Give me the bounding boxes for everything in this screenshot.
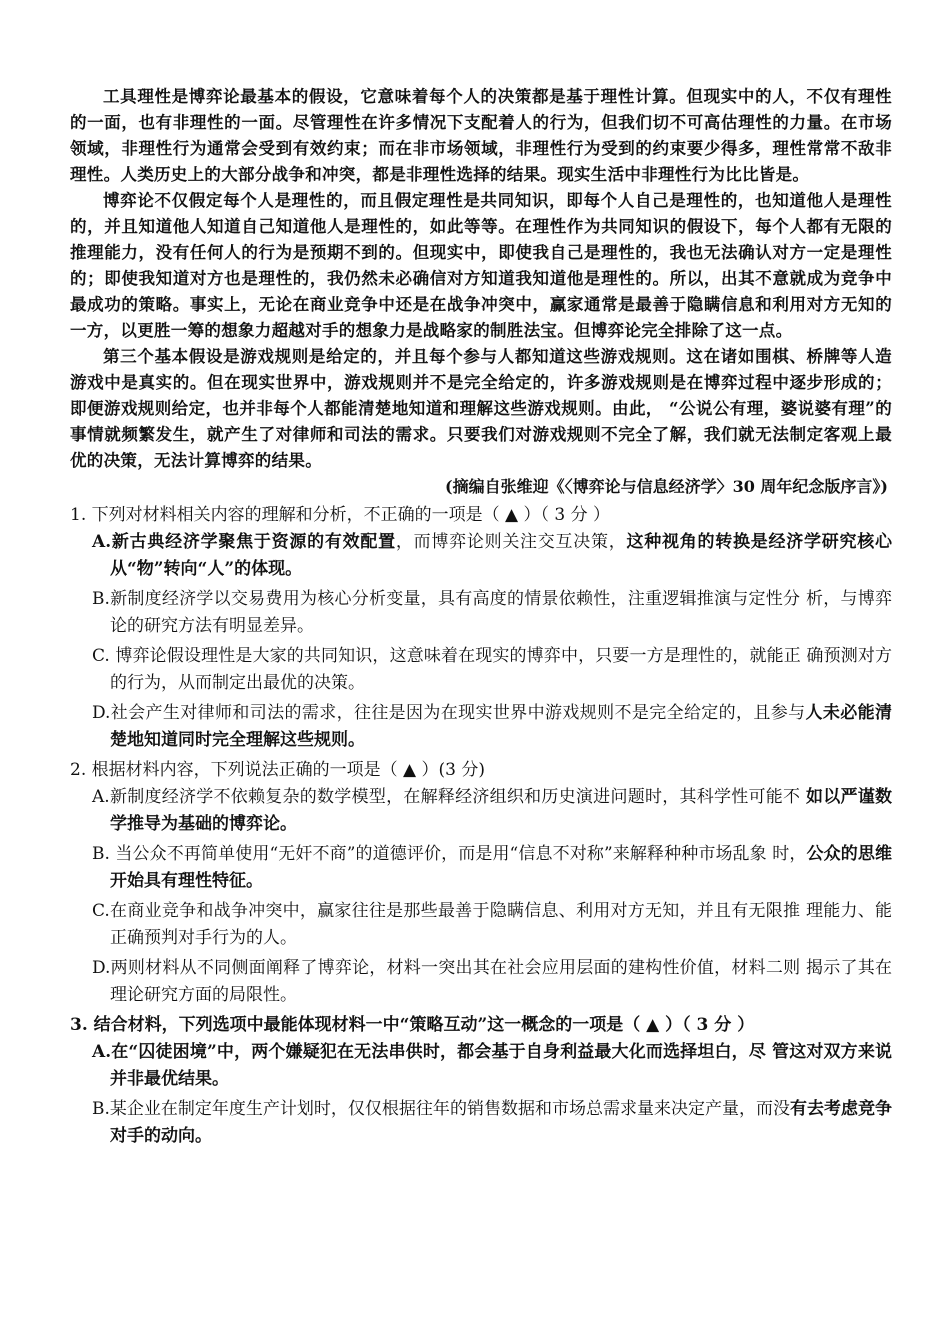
q2-a-bold: 如以严谨数学推导为基础的博弈论。 <box>110 787 892 834</box>
question-1-option-c: C. 博弈论假设理性是大家的共同知识，这意味着在现实的博弈中，只要一方是理性的，就能正 确预测对方的行为，从而制定出最优的决策。 <box>92 646 892 693</box>
question-1-option-b: B.新制度经济学以交易费用为核心分析变量，具有高度的情景依赖性，注重逻辑推演与定性分 析，与博弈论的研究方法有明显差异。 <box>92 589 892 636</box>
question-1-stem: 1. 下列对材料相关内容的理解和分析，不正确的一项是（ ▲ ）（ 3 分 ） <box>70 505 611 525</box>
q1-d-bold: 人未必能清楚地知道同时完全理解这些规则。 <box>110 703 892 750</box>
question-2-stem: 2. 根据材料内容，下列说法正确的一项是（ ▲ ）(3 分) <box>70 760 485 780</box>
question-3-stem: 3. 结合材料，下列选项中最能体现材料一中“策略互动”这一概念的一项是（ ▲ ）（ 3 分 ） <box>70 1015 755 1035</box>
q2-b-bold: 公众的思维开始具有理性特征。 <box>110 844 893 891</box>
question-2 <box>70 757 892 1009</box>
q1-a-bold-2: 这种视角的转换是经济学研究核心从“物”转向“人”的体现。 <box>110 532 893 579</box>
question-2-option-b <box>92 841 892 895</box>
exam-page <box>70 84 892 1153</box>
passage-paragraph-1: 工具理性是博弈论最基本的假设，它意味着每个人的决策都是基于理性计算。但现实中的人，不仅有理性的一面，也有非理性的一面。尽管理性在许多情况下支配着人的行为，但我们切不可高估理性的力量。在市场领域，非理性行为通常会受到有效约束；而在非市场领域，非理性行为受到的约束要少得多，理性常常不敌非理性。人类历史上的大部分战争和冲突，都是非理性选择的结果。现实生活中非理性行为比比皆是。 <box>70 87 892 184</box>
question-1 <box>70 502 892 754</box>
q3-b-bold: 有去考虑竞争对手的动向。 <box>110 1099 892 1146</box>
q2-a-plain: A.新制度经济学不依赖复杂的数学模型，在解释经济组织和历史演进问题时，其科学性可能不 <box>92 787 806 807</box>
passage-paragraph-3: 第三个基本假设是游戏规则是给定的，并且每个参与人都知道这些游戏规则。这在诸如围棋、桥牌等人造游戏中是真实的。但在现实世界中，游戏规则并不是完全给定的，许多游戏规则是在博弈过程中逐步形成的；即便游戏规则给定，也并非每个人都能清楚地知道和理解这些游戏规则。由此， “公说公有理，婆说婆有理”的事情就频繁发生，就产生了对律师和司法的需求。只要我们对游戏规则不完全了解，我们就无法制定客观上最优的决策，无法计算博弈的结果。 <box>70 347 892 470</box>
question-3 <box>70 1012 892 1150</box>
q1-a-plain: ，而博弈论则关注交互决策， <box>395 532 627 552</box>
question-2-option-a <box>92 784 892 838</box>
question-2-option-d: D.两则材料从不同侧面阐释了博弈论，材料一突出其在社会应用层面的建构性价值，材料二则 揭示了其在理论研究方面的局限性。 <box>92 958 892 1005</box>
question-2-option-c: C.在商业竞争和战争冲突中，赢家往往是那些最善于隐瞒信息、利用对方无知，并且有无限推 理能力、能正确预判对手行为的人。 <box>92 901 892 948</box>
q1-d-plain: D.社会产生对律师和司法的需求，往往是因为在现实世界中游戏规则不是完全给定的，且参与 <box>92 703 806 723</box>
source-citation: (摘编自张维迎《〈博弈论与信息经济学〉30 周年纪念版序言》) <box>445 477 888 496</box>
question-1-option-d <box>92 700 892 754</box>
q1-a-bold-1: A.新古典经济学聚焦于资源的有效配置 <box>92 532 396 552</box>
q3-b-plain: B.某企业在制定年度生产计划时，仅仅根据往年的销售数据和市场总需求量来决定产量，而没 <box>92 1099 790 1119</box>
question-3-option-a: A.在“囚徒困境”中，两个嫌疑犯在无法串供时，都会基于自身利益最大化而选择坦白，尽 管这对双方来说并非最优结果。 <box>92 1042 892 1089</box>
q2-b-plain: B. 当公众不再简单使用“无奸不商”的道德评价，而是用“信息不对称”来解释种种市场乱象 时， <box>92 844 807 864</box>
question-1-option-a <box>92 529 892 583</box>
passage-paragraph-2: 博弈论不仅假定每个人是理性的，而且假定理性是共同知识，即每个人自己是理性的，也知道他人是理性的，并且知道他人知道自己知道他人是理性的，如此等等。在理性作为共同知识的假设下，每个人都有无限的推理能力，没有任何人的行为是预期不到的。但现实中，即使我自己是理性的，我也无法确认对方一定是理性的；即使我知道对方也是理性的，我仍然未必确信对方知道我知道他是理性的。所以，出其不意就成为竞争中最成功的策略。事实上，无论在商业竞争中还是在战争冲突中，赢家通常是最善于隐瞒信息和利用对方无知的一方，以更胜一筹的想象力超越对手的想象力是战略家的制胜法宝。但博弈论完全排除了这一点。 <box>70 191 892 340</box>
question-3-option-b <box>92 1096 892 1150</box>
